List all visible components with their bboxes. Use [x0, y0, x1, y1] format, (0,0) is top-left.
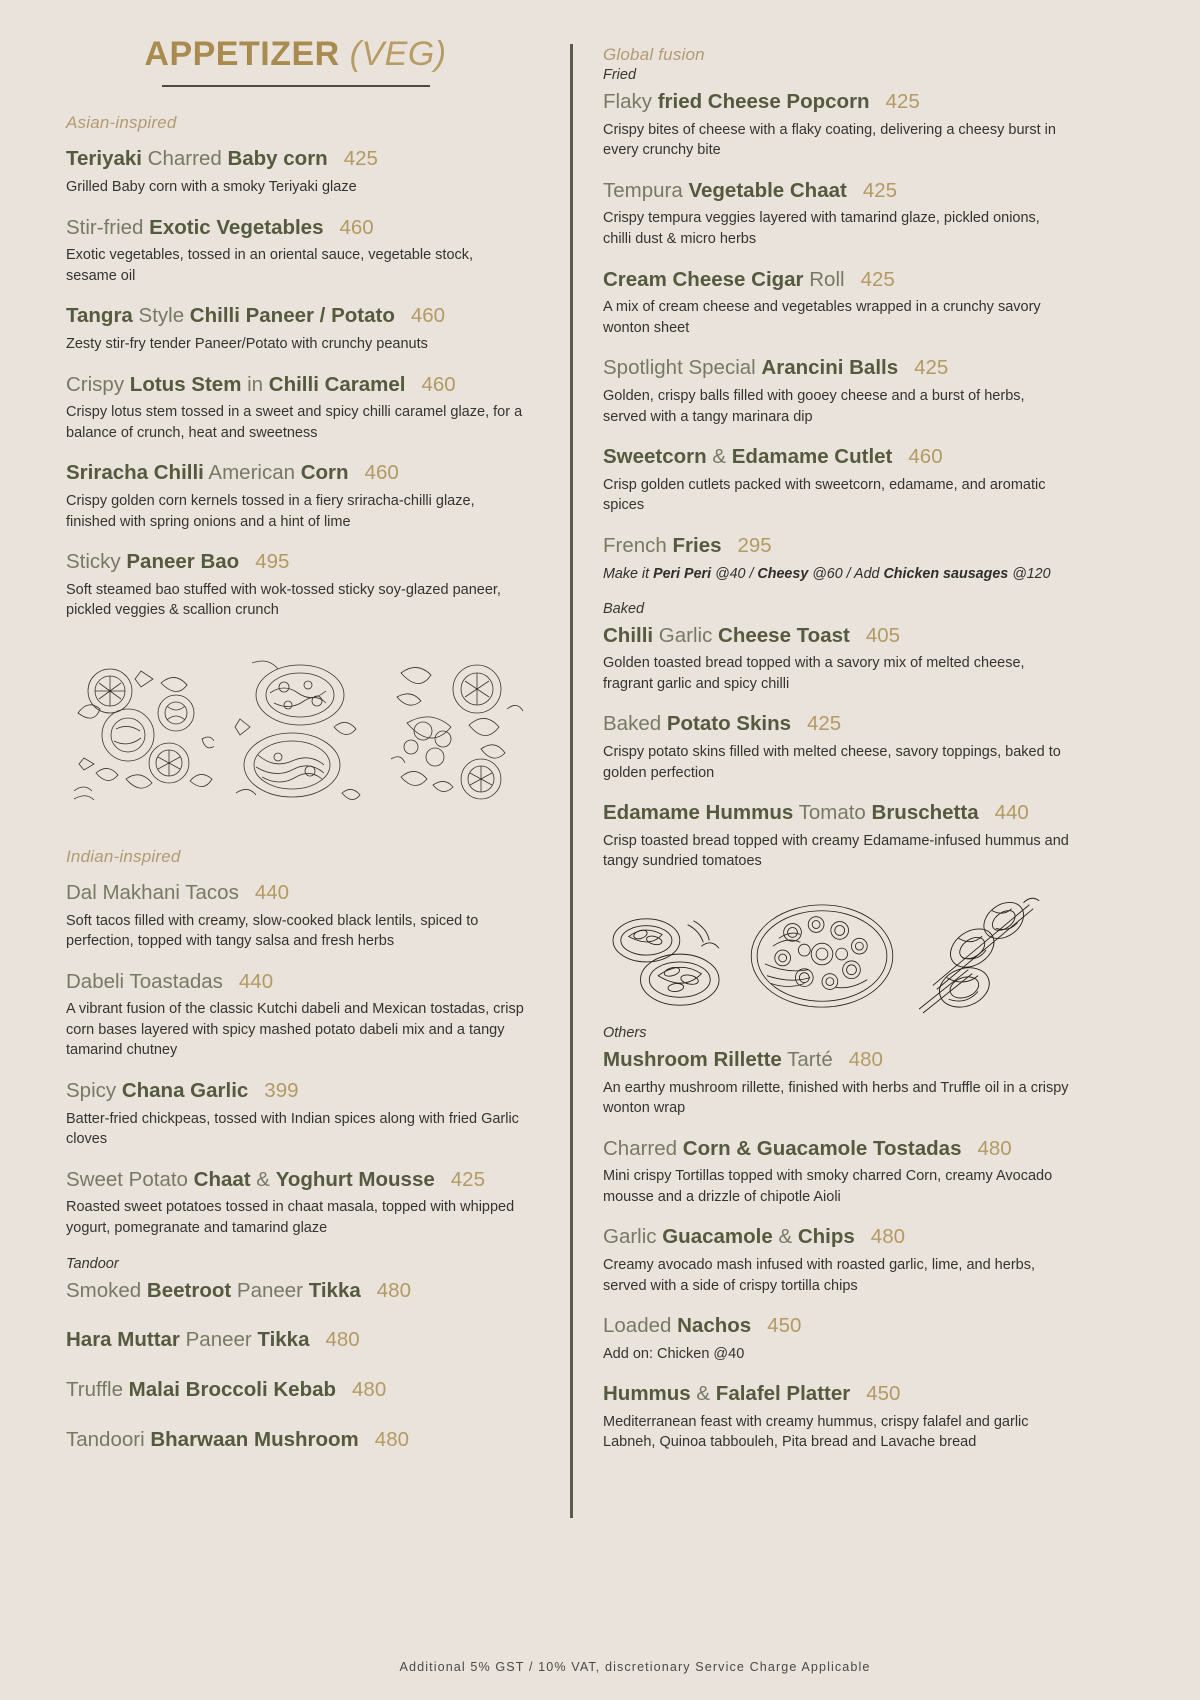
dish-title	[66, 549, 525, 575]
name-part: American	[203, 461, 301, 485]
dish-title	[603, 89, 1165, 115]
mixed-salad-bowl-sketch-icon	[743, 897, 901, 1015]
dish-description: Crispy lotus stem tossed in a sweet and spicy chilli caramel glaze, for a balance of crunch, heat and sweetness	[66, 404, 523, 441]
dish-description: Soft steamed bao stuffed with wok-tossed sticky soy-glazed paneer, pickled veggies & scallion crunch	[66, 581, 501, 619]
dish-teriyaki-baby-corn[interactable]	[66, 146, 525, 197]
dish-price: 425	[343, 147, 378, 171]
note-part: Peri Peri	[653, 565, 712, 582]
left-column	[0, 0, 570, 1640]
dish-crispy-lotus-stem[interactable]	[66, 372, 525, 444]
plated-vegetables-sketch-icon	[66, 653, 214, 811]
note-part: @40 /	[711, 565, 758, 582]
name-part: Edamame Cutlet	[731, 445, 893, 469]
dish-title	[603, 444, 1165, 470]
menu-title-text	[66, 36, 525, 73]
name-part: Chilli Paneer / Potato	[189, 304, 395, 328]
name-part: Sticky	[66, 550, 127, 574]
note-part: Cheesy	[757, 565, 809, 582]
dish-description: Crispy potato skins filled with melted cheese, savory toppings, baked to golden perfection	[603, 743, 1061, 781]
dish-flaky-fried-cheese-popcorn[interactable]	[603, 89, 1165, 161]
dish-price: 480	[848, 1047, 883, 1071]
dish-title	[603, 1224, 1165, 1250]
dish-description: Creamy avocado mash infused with roasted garlic, lime, and herbs, served with a side of crispy tortilla chips	[603, 1257, 1035, 1294]
dish-price: 295	[737, 533, 772, 557]
name-part: Lotus Stem	[129, 372, 242, 396]
page-title	[66, 36, 525, 87]
note-part: @60 / Add	[808, 565, 884, 582]
dish-sticky-paneer-bao[interactable]	[66, 549, 525, 621]
dish-charred-corn-guacamole-tostadas[interactable]	[603, 1136, 1165, 1208]
name-part: French	[603, 533, 673, 557]
dish-title	[603, 178, 1165, 204]
dish-price: 480	[376, 1278, 411, 1302]
name-part: Cheese Toast	[718, 623, 850, 647]
dish-title	[603, 267, 1165, 293]
name-part: Tikka	[257, 1328, 310, 1352]
dish-description: Crispy golden corn kernels tossed in a fiery sriracha-chilli glaze, finished with spring onions and a hint of lime	[66, 492, 475, 530]
name-part: Falafel Platter	[715, 1382, 851, 1406]
dish-sriracha-chilli-american-corn[interactable]	[66, 460, 525, 532]
dish-price: 480	[374, 1427, 410, 1451]
name-part: Chilli	[603, 623, 654, 647]
name-part: Garlic	[653, 623, 719, 647]
name-part: Bruschetta	[871, 801, 979, 825]
name-part: Guacamole	[662, 1225, 773, 1249]
name-part: Tomato	[793, 801, 872, 825]
name-part: &	[706, 445, 732, 469]
name-part: Paneer Bao	[126, 550, 240, 574]
noodle-bowl-sketch-icon	[222, 653, 370, 811]
dish-spotlight-special-arancini-balls[interactable]	[603, 355, 1165, 427]
name-part: Corn	[300, 461, 349, 485]
dish-title	[66, 1377, 525, 1403]
name-part: Baby corn	[227, 147, 328, 171]
dish-title	[603, 533, 1165, 559]
sub-label-fried: Fried	[603, 67, 637, 83]
section-fried	[603, 67, 1165, 584]
dish-description: Golden toasted bread topped with a savory mix of melted cheese, fragrant garlic and spicy chilli	[603, 655, 1025, 692]
name-part: Edamame Hummus	[603, 801, 794, 825]
group-label-global-fusion: Global fusion	[603, 45, 705, 64]
dish-title	[603, 623, 1165, 649]
dish-price: 495	[255, 550, 290, 574]
dish-price: 460	[339, 215, 374, 239]
dish-title	[603, 800, 1165, 826]
name-part: Sriracha Chilli	[66, 461, 204, 485]
dish-dabeli-toastadas[interactable]	[66, 969, 525, 1061]
dish-price: 405	[865, 623, 901, 647]
footer-note: Additional 5% GST / 10% VAT, discretionary Service Charge Applicable	[399, 1660, 871, 1674]
dish-price: 460	[364, 461, 399, 485]
dish-loaded-nachos[interactable]	[603, 1313, 1165, 1364]
dish-description: An earthy mushroom rillette, finished with herbs and Truffle oil in a crispy wonton wrap	[603, 1079, 1069, 1117]
name-part: Garlic	[603, 1225, 663, 1249]
section-baked	[603, 601, 1165, 872]
name-part: Sweetcorn	[603, 445, 707, 469]
group-label-asian: Asian-inspired	[66, 113, 177, 133]
dish-price: 450	[767, 1314, 802, 1338]
dish-description: Grilled Baby corn with a smoky Teriyaki glaze	[66, 179, 357, 196]
dish-spicy-chana-garlic[interactable]	[66, 1078, 525, 1150]
name-part: Cream Cheese Cigar	[603, 267, 804, 291]
name-part: Fries	[672, 533, 722, 557]
name-part: Smoked	[66, 1278, 147, 1302]
name-part: Tangra	[66, 304, 133, 328]
dish-description: Crisp golden cutlets packed with sweetcorn, edamame, and aromatic spices	[603, 476, 1046, 514]
dish-title	[66, 1278, 525, 1304]
name-part: &	[690, 1382, 716, 1406]
name-part: Mushroom Rillette	[603, 1047, 782, 1071]
dish-sweetcorn-edamame-cutlet[interactable]	[603, 444, 1165, 516]
dish-description: Soft tacos filled with creamy, slow-cooked black lentils, spiced to perfection, topped with tangy salsa and fresh herbs	[66, 912, 479, 950]
name-part: Flaky	[603, 90, 658, 113]
group-indian-inspired	[66, 847, 525, 1239]
menu-title-italic: (VEG)	[349, 35, 447, 73]
menu-title-bold: APPETIZER	[144, 35, 340, 73]
dish-title	[66, 460, 525, 486]
dish-truffle-malai-broccoli-kebab[interactable]	[66, 1377, 525, 1403]
name-part: Crispy	[66, 372, 130, 396]
name-part: Paneer	[179, 1328, 258, 1352]
dish-addon-note: Add on: Chicken @40	[603, 1345, 745, 1362]
name-part: Paneer	[231, 1278, 309, 1302]
dish-title	[66, 969, 525, 995]
name-part: Roll	[803, 267, 845, 291]
group-asian-inspired	[66, 113, 525, 621]
dish-sweet-potato-chaat-yoghurt-mousse[interactable]	[66, 1167, 525, 1239]
dish-description: Exotic vegetables, tossed in an oriental sauce, vegetable stock, sesame oil	[66, 247, 474, 284]
dish-price: 425	[450, 1167, 485, 1191]
dish-price: 460	[410, 304, 446, 328]
name-part: Arancini Balls	[761, 356, 899, 380]
name-part: Yoghurt Mousse	[275, 1167, 435, 1191]
section-others	[603, 1025, 1165, 1453]
dish-tangra-chilli-paneer-potato[interactable]	[66, 303, 525, 354]
dish-price: 425	[860, 267, 895, 291]
dish-description: Batter-fried chickpeas, tossed with Indian spices along with fried Garlic cloves	[66, 1110, 519, 1148]
name-part: Exotic Vegetables	[149, 215, 324, 239]
group-label-tandoor: Tandoor	[66, 1255, 119, 1272]
garnished-dish-sketch-icon	[377, 653, 525, 811]
dish-title	[603, 1047, 1165, 1073]
illustration-strip-right	[603, 890, 1165, 1015]
dish-title	[603, 355, 1165, 381]
dish-title	[603, 1136, 1165, 1162]
dish-description: Golden, crispy balls filled with gooey cheese and a burst of herbs, served with a tangy marinara dip	[603, 387, 1025, 425]
dish-garlic-guacamole-chips[interactable]	[603, 1224, 1165, 1296]
dish-price: 480	[977, 1136, 1012, 1160]
dish-title	[66, 372, 525, 398]
dish-description: Mini crispy Tortillas topped with smoky charred Corn, creamy Avocado mousse and a drizzle of chipotle Aioli	[603, 1168, 1053, 1205]
name-part: Chips	[797, 1225, 855, 1249]
skewer-rolls-sketch-icon	[913, 887, 1061, 1015]
name-part: Spicy	[66, 1079, 122, 1103]
dish-edamame-hummus-tomato-bruschetta[interactable]	[603, 800, 1165, 872]
name-part: Baked	[603, 712, 667, 736]
dish-title	[66, 146, 525, 172]
dish-tempura-vegetable-chaat[interactable]	[603, 178, 1165, 250]
dish-description: A vibrant fusion of the classic Kutchi dabeli and Mexican tostadas, crisp corn bases layered with spicy mashed potato dabeli mix and a tangy tamarind chutney	[66, 1001, 524, 1059]
illustration-strip-left	[66, 653, 525, 811]
dish-price: 460	[908, 445, 943, 469]
name-part: &	[250, 1167, 276, 1191]
dish-price: 425	[914, 356, 949, 380]
name-part: Malai	[128, 1377, 180, 1401]
dish-price: 425	[862, 178, 898, 202]
note-part: @120	[1008, 565, 1051, 582]
group-label-indian: Indian-inspired	[66, 846, 181, 866]
dish-price: 480	[870, 1225, 906, 1249]
note-part: Chicken sausages	[883, 565, 1009, 582]
dish-title	[603, 711, 1165, 737]
name-part: Tandoori	[66, 1427, 151, 1451]
dish-price: 440	[254, 880, 290, 904]
dish-title	[66, 1327, 525, 1353]
dish-price: 440	[238, 969, 274, 993]
dish-description: Crispy bites of cheese with a flaky coating, delivering a cheesy burst in every crunchy bite	[603, 121, 1056, 159]
dish-description: Zesty stir-fry tender Paneer/Potato with crunchy peanuts	[66, 336, 428, 352]
dish-baked-potato-skins[interactable]	[603, 711, 1165, 783]
name-part: fried Cheese Popcorn	[657, 90, 870, 113]
dish-price: 399	[264, 1079, 299, 1103]
name-part: Charred	[141, 147, 228, 171]
name-part: Broccoli Kebab	[185, 1377, 337, 1401]
note-part: Make it	[603, 565, 654, 582]
dish-hara-muttar-paneer-tikka[interactable]	[66, 1327, 525, 1353]
dish-description: Mediterranean feast with creamy hummus, crispy falafel and garlic Labneh, Quinoa tabbouleh, Pita bread and Lavache bread	[603, 1413, 1029, 1451]
name-part: Vegetable Chaat	[688, 178, 847, 202]
dish-mushroom-rillette-tarte[interactable]	[603, 1047, 1165, 1119]
dish-title	[66, 215, 525, 241]
name-part: Chilli Caramel	[268, 372, 406, 396]
dish-price: 480	[352, 1377, 387, 1401]
name-part: Stir-fried	[66, 215, 150, 239]
name-part: Nachos	[677, 1314, 752, 1338]
name-part: Corn & Guacamole Tostadas	[682, 1136, 962, 1160]
group-tandoor	[66, 1256, 525, 1453]
dish-dal-makhani-tacos[interactable]	[66, 880, 525, 952]
bruschetta-plate-sketch-icon	[603, 907, 731, 1015]
name-part: Dabeli Toastadas	[66, 969, 223, 993]
dish-price: 480	[325, 1328, 360, 1352]
name-part: Tikka	[308, 1278, 361, 1302]
name-part: Chaat	[193, 1167, 251, 1191]
dish-title	[66, 880, 525, 906]
dish-price: 450	[866, 1382, 901, 1406]
dish-title	[66, 1427, 525, 1453]
sub-label-others: Others	[603, 1024, 647, 1041]
name-part: Hummus	[603, 1382, 691, 1406]
dish-title	[66, 303, 525, 329]
dish-title	[66, 1167, 525, 1193]
dish-tandoori-bharwaan-mushroom[interactable]	[66, 1427, 525, 1453]
sub-label-baked: Baked	[603, 600, 645, 617]
dish-description: Roasted sweet potatoes tossed in chaat masala, topped with whipped yogurt, pomegranate and tamarind glaze	[66, 1199, 515, 1237]
dish-title	[66, 1078, 525, 1104]
name-part: Tempura	[603, 178, 689, 202]
name-part: Style	[132, 304, 190, 328]
name-part: Dal Makhani Tacos	[66, 880, 239, 904]
name-part: Chana Garlic	[121, 1079, 249, 1103]
name-part: Loaded	[603, 1314, 678, 1338]
name-part: Teriyaki	[66, 147, 142, 171]
dish-price: 425	[807, 712, 842, 736]
title-divider-rule	[162, 85, 430, 87]
dish-title	[603, 1381, 1165, 1407]
dish-cream-cheese-cigar-roll[interactable]	[603, 267, 1165, 339]
dish-description: Crispy tempura veggies layered with tamarind glaze, pickled onions, chilli dust & micro herbs	[603, 210, 1040, 247]
dish-chilli-garlic-cheese-toast[interactable]	[603, 623, 1165, 695]
name-part: Tarté	[781, 1047, 833, 1071]
dish-price: 440	[994, 801, 1029, 825]
dish-description: A mix of cream cheese and vegetables wrapped in a crunchy savory wonton sheet	[603, 299, 1041, 336]
name-part: Truffle	[66, 1377, 129, 1401]
dish-price: 460	[421, 372, 456, 396]
name-part: Potato Skins	[666, 712, 791, 736]
name-part: Beetroot	[146, 1278, 232, 1302]
name-part: Hara Muttar	[66, 1328, 180, 1352]
name-part: Charred	[603, 1136, 683, 1160]
dish-modifier-note	[603, 564, 1071, 584]
dish-title	[603, 1313, 1165, 1339]
name-part: &	[772, 1225, 798, 1249]
dish-smoked-beetroot-paneer-tikka[interactable]	[66, 1278, 525, 1304]
dish-price: 425	[885, 90, 920, 113]
name-part: Bharwaan Mushroom	[150, 1427, 359, 1451]
dish-french-fries[interactable]	[603, 533, 1165, 584]
name-part: in	[241, 372, 269, 396]
dish-stir-fried-exotic-vegetables[interactable]	[66, 215, 525, 287]
name-part: Spotlight Special	[603, 356, 762, 380]
dish-description: Crisp toasted bread topped with creamy Edamame-infused hummus and tangy sundried tomatoes	[603, 832, 1069, 870]
right-column	[573, 0, 1200, 1640]
dish-hummus-falafel-platter[interactable]	[603, 1381, 1165, 1453]
name-part: Sweet Potato	[66, 1167, 194, 1191]
